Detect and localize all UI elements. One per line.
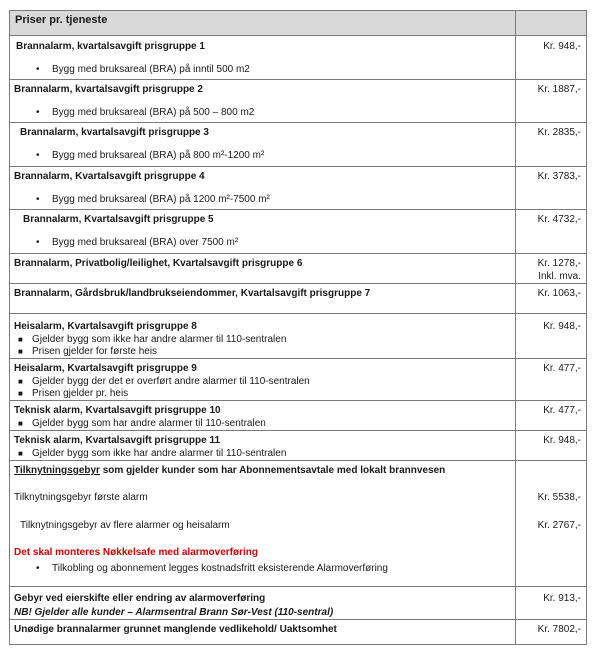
list-item-text: Tilkobling og abonnement legges kostnadsfritt eksisterende Alarmoverføring <box>52 563 388 574</box>
description-cell <box>10 431 516 461</box>
table-row <box>10 123 587 167</box>
list-item-text: Gjelder bygg der det er overført andre alarmer til 110-sentralen <box>32 376 310 387</box>
price-value: Kr. 1887,- <box>537 84 581 95</box>
description-cell <box>10 359 516 401</box>
list-item <box>10 346 515 358</box>
row-title: Unødige brannalarmer grunnet manglende vedlikehold/ Uaktsomhet <box>14 624 337 635</box>
list-item <box>10 562 515 575</box>
list-item-text: Gjelder bygg som ikke har andre alarmer til 110-sentralen <box>32 334 287 345</box>
list-item-text: Prisen gjelder pr. heis <box>32 388 129 399</box>
row-title: Brannalarm, kvartalsavgift prisgruppe 2 <box>14 84 203 95</box>
description-cell <box>10 587 516 620</box>
connection-line-2: Tilknytningsgebyr av flere alarmer og heisalarm <box>20 520 230 531</box>
row-title: Teknisk alarm, Kvartalsavgift prisgruppe 10 <box>14 405 221 416</box>
price-cell <box>516 587 587 620</box>
square-bullet-icon: ■ <box>18 347 23 356</box>
connection-line-1: Tilknytningsgebyr første alarm <box>14 492 148 503</box>
list-item <box>10 236 515 249</box>
price-cell <box>516 254 587 284</box>
price-value: Kr. 5538,- <box>537 492 581 503</box>
list-item <box>10 334 515 346</box>
price-cell <box>516 401 587 431</box>
table-row <box>10 431 587 461</box>
description-cell <box>10 123 516 167</box>
row-title: Brannalarm, kvartalsavgift prisgruppe 3 <box>20 127 209 138</box>
table-row <box>10 587 587 620</box>
description-cell <box>10 620 516 645</box>
table-row <box>10 254 587 284</box>
bullet-icon: • <box>36 237 40 248</box>
bullet-icon: • <box>36 150 40 161</box>
price-value: Kr. 948,- <box>543 41 581 52</box>
price-note: Inkl. mva. <box>538 271 581 282</box>
list-item-text: Bygg med bruksareal (BRA) på 1200 m²-7500 m² <box>52 194 270 205</box>
price-cell <box>516 431 587 461</box>
price-value: Kr. 2767,- <box>537 520 581 531</box>
price-value: Kr. 2835,- <box>537 127 581 138</box>
row-title: Brannalarm, Kvartalsavgift prisgruppe 4 <box>14 171 205 182</box>
price-cell <box>516 314 587 359</box>
row-title: Brannalarm, kvartalsavgift prisgruppe 1 <box>16 41 205 52</box>
list-item-text: Bygg med bruksareal (BRA) på 800 m²-1200 m² <box>52 150 265 161</box>
list-item-text: Prisen gjelder for første heis <box>32 346 158 357</box>
header-title: Priser pr. tjeneste <box>15 14 108 26</box>
table-row <box>10 210 587 254</box>
table-row <box>10 401 587 431</box>
list-item <box>10 418 515 430</box>
owner-change-note: NB! Gjelder alle kunder – Alarmsentral Brann Sør-Vest (110-sentral) <box>14 607 334 618</box>
connection-title <box>10 461 515 478</box>
header-price-cell <box>516 11 587 36</box>
row-title: Heisalarm, Kvartalsavgift prisgruppe 9 <box>14 363 197 374</box>
description-cell <box>10 167 516 210</box>
price-value: Kr. 477,- <box>543 363 581 374</box>
description-cell <box>10 314 516 359</box>
description-cell <box>10 254 516 284</box>
bullet-icon: • <box>36 107 40 118</box>
bullet-icon: • <box>36 563 40 574</box>
list-item-text: Gjelder bygg som har andre alarmer til 110-sentralen <box>32 418 266 429</box>
table-row <box>10 36 587 80</box>
price-value: Kr. 913,- <box>543 593 581 604</box>
price-cell <box>516 359 587 401</box>
price-cell <box>516 461 587 587</box>
price-cell <box>516 167 587 210</box>
list-item-text: Gjelder bygg som ikke har andre alarmer til 110-sentralen <box>32 448 287 459</box>
square-bullet-icon: ■ <box>18 389 23 398</box>
square-bullet-icon: ■ <box>18 377 23 386</box>
connection-title-rest: som gjelder kunder som har Abonnementsavtale med lokalt brannvesen <box>99 465 446 476</box>
header-cell <box>10 11 516 36</box>
list-item <box>10 448 515 460</box>
list-item-text: Bygg med bruksareal (BRA) på 500 – 800 m2 <box>52 107 255 118</box>
row-title: Brannalarm, Gårdsbruk/landbrukseiendommer, Kvartalsavgift prisgruppe 7 <box>14 288 371 299</box>
price-cell <box>516 284 587 314</box>
connection-title-underlined: Tilknytningsgebyr <box>14 465 100 476</box>
row-title: Brannalarm, Kvartalsavgift prisgruppe 5 <box>23 214 214 225</box>
row-title: Gebyr ved eierskifte eller endring av alarmoverføring <box>14 593 266 604</box>
price-value: Kr. 948,- <box>543 435 581 446</box>
price-value: Kr. 4732,- <box>537 214 581 225</box>
price-table <box>9 10 587 645</box>
description-cell <box>10 461 516 587</box>
description-cell <box>10 401 516 431</box>
price-cell <box>516 620 587 645</box>
square-bullet-icon: ■ <box>18 419 23 428</box>
price-value: Kr. 948,- <box>543 321 581 332</box>
row-title: Brannalarm, Privatbolig/leilighet, Kvartalsavgift prisgruppe 6 <box>14 258 303 269</box>
table-row <box>10 461 587 587</box>
bullet-icon: • <box>36 64 40 75</box>
list-item <box>10 388 515 400</box>
list-item <box>10 106 515 119</box>
description-cell <box>10 284 516 314</box>
list-item <box>10 376 515 388</box>
description-cell <box>10 210 516 254</box>
square-bullet-icon: ■ <box>18 449 23 458</box>
table-row <box>10 314 587 359</box>
price-value: Kr. 1278,- <box>537 258 581 269</box>
price-cell <box>516 210 587 254</box>
table-row <box>10 284 587 314</box>
table-row <box>10 359 587 401</box>
price-cell <box>516 123 587 167</box>
connection-warning: Det skal monteres Nøkkelsafe med alarmoverføring <box>14 547 258 558</box>
price-value: Kr. 7802,- <box>537 624 581 635</box>
bullet-icon: • <box>36 194 40 205</box>
description-cell <box>10 80 516 123</box>
list-item-text: Bygg med bruksareal (BRA) på inntil 500 m2 <box>52 64 250 75</box>
square-bullet-icon: ■ <box>18 335 23 344</box>
price-cell <box>516 36 587 80</box>
row-title: Teknisk alarm, Kvartalsavgift prisgruppe 11 <box>14 435 221 446</box>
table-row <box>10 620 587 645</box>
price-value: Kr. 477,- <box>543 405 581 416</box>
list-item-text: Bygg med bruksareal (BRA) over 7500 m² <box>52 237 239 248</box>
table-row <box>10 167 587 210</box>
description-cell <box>10 36 516 80</box>
list-item <box>10 149 515 162</box>
list-item <box>10 63 515 76</box>
price-value: Kr. 1063,- <box>537 288 581 299</box>
table-row <box>10 80 587 123</box>
price-value: Kr. 3783,- <box>537 171 581 182</box>
list-item <box>10 193 515 206</box>
table-header-row <box>10 11 587 36</box>
price-cell <box>516 80 587 123</box>
row-title: Heisalarm, Kvartalsavgift prisgruppe 8 <box>14 321 197 332</box>
